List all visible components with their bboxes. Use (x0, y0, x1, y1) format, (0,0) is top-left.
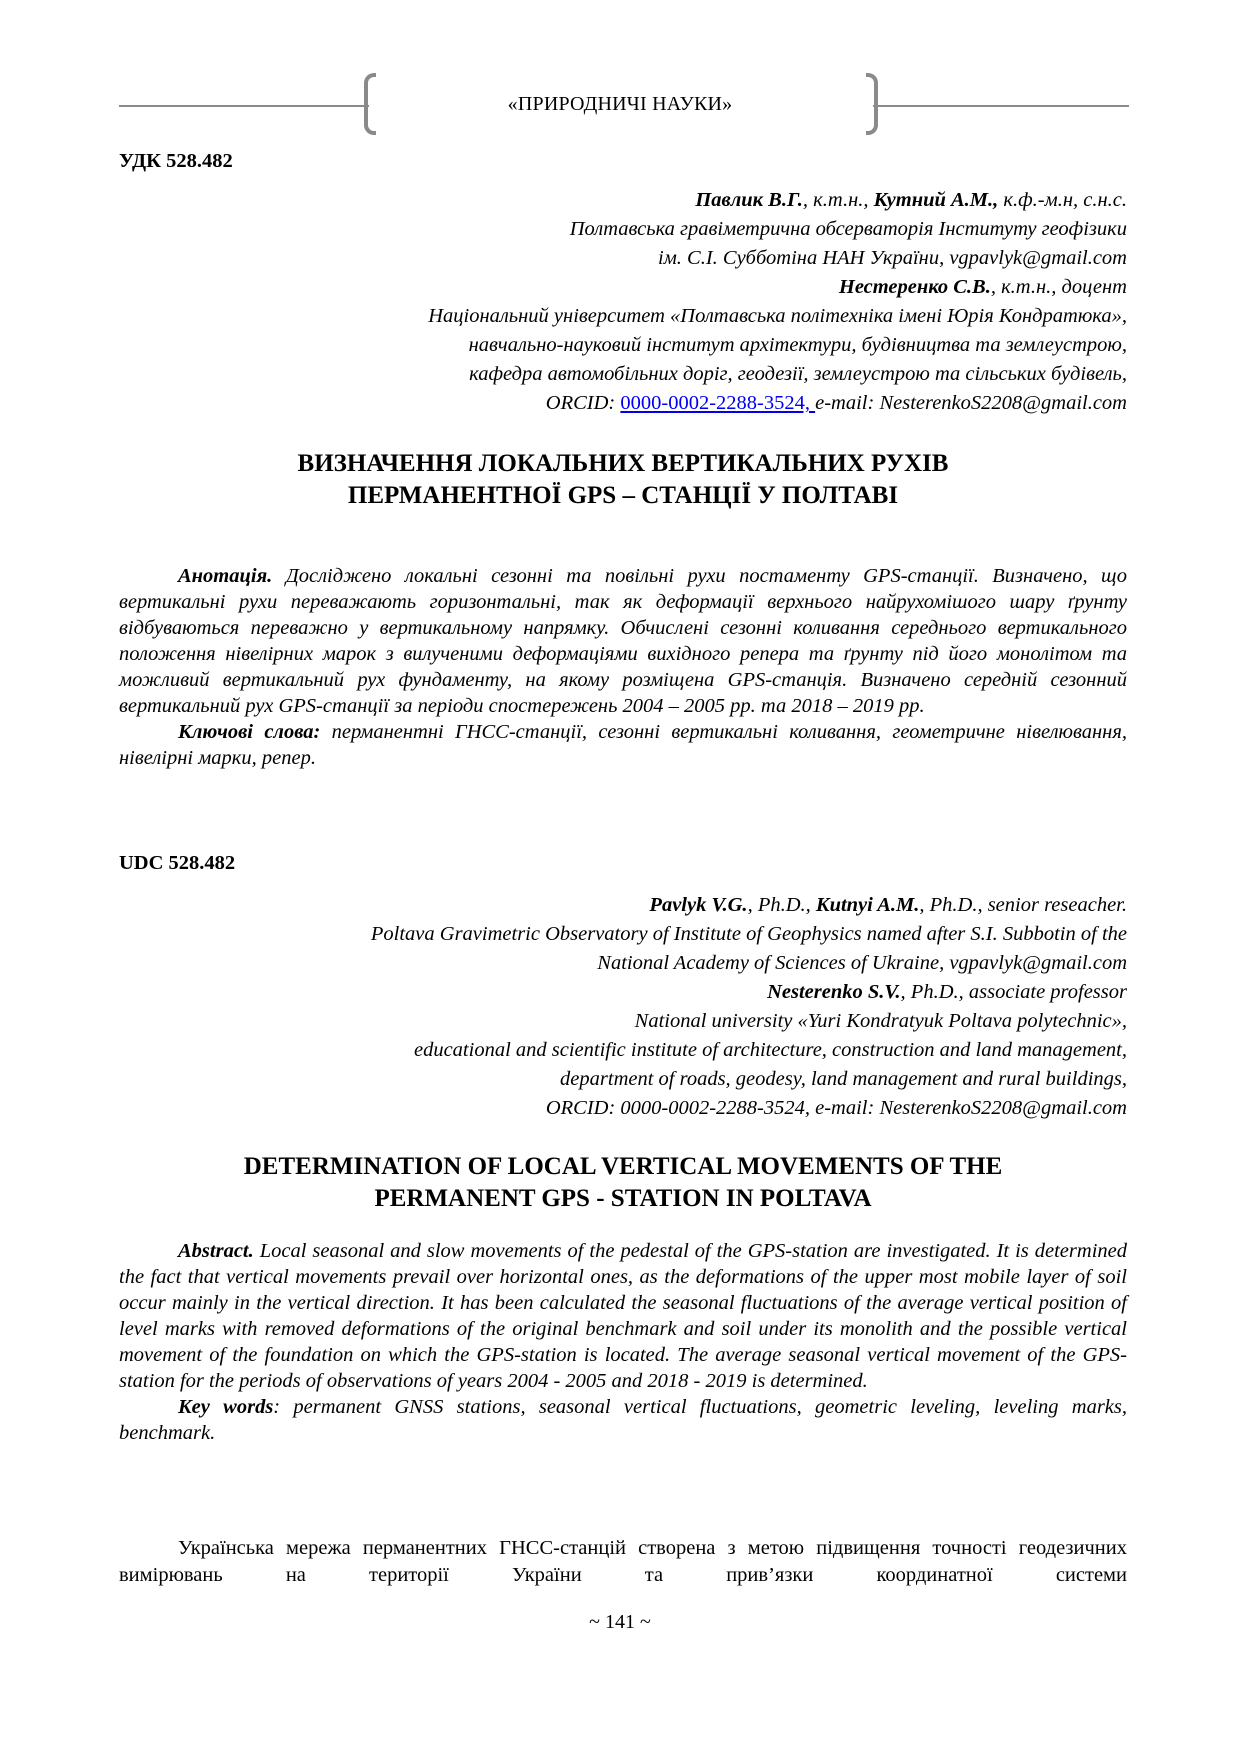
header-rule-right (873, 105, 1129, 107)
author-name-kutnyi: Кутний А.М., (873, 189, 999, 211)
authors-en (119, 891, 1127, 1123)
email-text: e-mail: NesterenkoS2208@gmail.com (815, 392, 1127, 414)
annotation-label: Анотація. (178, 565, 273, 587)
abstract-paragraph (119, 1238, 1127, 1394)
author-name-nesterenko: Nesterenko S.V. (767, 981, 901, 1003)
keywords-paragraph (119, 1394, 1127, 1446)
affiliation-line: навчально-науковий інститут архітектури, будівництва та землеустрою, (468, 334, 1127, 356)
affiliation-line: National Academy of Sciences of Ukraine, vgpavlyk@gmail.com (597, 952, 1127, 974)
page-number: ~ 141 ~ (589, 1611, 651, 1633)
orcid-link[interactable]: 0000-0002-2288-3524, (620, 392, 816, 414)
affiliation-line: Національний університет «Полтавська політехніка імені Юрія Кондратюка», (428, 305, 1127, 327)
author-line-2 (119, 273, 1127, 302)
keywords-text: : permanent GNSS stations, seasonal vertical fluctuations, geometric leveling, leveling marks, benchmark. (119, 1396, 1127, 1444)
annotation-paragraph (119, 563, 1127, 719)
author-degree: к.ф.-м.н, с.н.с. (998, 189, 1127, 211)
author-degree: , Ph.D., (747, 894, 816, 916)
orcid-label: ORCID: (545, 392, 621, 414)
author-name-pavlyk: Павлик В.Г. (695, 189, 803, 211)
contact-line: ORCID: 0000-0002-2288-3524, e-mail: NesterenkoS2208@gmail.com (545, 1097, 1127, 1119)
author-degree: , к.т.н., (802, 189, 874, 211)
authors-uk (119, 186, 1127, 418)
udc-en: UDC 528.482 (119, 852, 236, 874)
author-degree: , Ph.D., associate professor (900, 981, 1127, 1003)
title-line: ПЕРМАНЕНТНОЇ GPS – СТАНЦІЇ У ПОЛТАВІ (347, 482, 899, 509)
abstract-en (119, 1238, 1127, 1446)
body-paragraph: Українська мережа перманентних ГНСС-станцій створена з метою підвищення точності геодезичних вимірювань на території України та прив’язки координатної системи (119, 1537, 1127, 1586)
affiliation-line: кафедра автомобільних доріг, геодезії, землеустрою та сільських будівель, (469, 363, 1127, 385)
annotation-text: Досліджено локальні сезонні та повільні рухи постаменту GPS-станції. Визначено, що вертикальні рухи переважають горизонтальні, так як деформації верхнього найрухомішого шару ґрунту відбуваються переважно у вертикальному напрямку. Обчислені сезонні коливання середнього вертикального положення нівелірних марок з вилученими деформаціями вихідного репера та ґрунту під його монолітом та можливий вертикальний рух фундаменту, на якому розміщена GPS-станція. Визначено середній сезонний вертикальний рух GPS-станції за періоди спостережень 2004 – 2005 рр. та 2018 – 2019 рр. (119, 565, 1127, 717)
author-line-2 (119, 978, 1127, 1007)
header-bracket-left (364, 73, 376, 135)
title-line: PERMANENT GPS - STATION IN POLTAVA (374, 1185, 872, 1212)
annotation-uk (119, 563, 1127, 771)
keywords-label: Key words (178, 1396, 274, 1418)
keywords-label: Ключові слова: (178, 721, 321, 743)
affiliation-line: ім. С.І. Субботіна НАН України, vgpavlyk@gmail.com (658, 247, 1127, 269)
author-degree: , Ph.D., senior reseacher. (919, 894, 1127, 916)
keywords-paragraph (119, 719, 1127, 771)
title-line: ВИЗНАЧЕННЯ ЛОКАЛЬНИХ ВЕРТИКАЛЬНИХ РУХІВ (297, 450, 949, 477)
affiliation-line: department of roads, geodesy, land management and rural buildings, (560, 1068, 1127, 1090)
affiliation-line: National university «Yuri Kondratyuk Poltava polytechnic», (634, 1010, 1127, 1032)
body-text (119, 1535, 1127, 1589)
udc-uk: УДК 528.482 (119, 150, 233, 172)
title-line: DETERMINATION OF LOCAL VERTICAL MOVEMENTS OF THE (243, 1153, 1003, 1180)
affiliation-line: Poltava Gravimetric Observatory of Institute of Geophysics named after S.I. Subbotin of the (370, 923, 1127, 945)
header-bracket-right (866, 73, 878, 135)
contact-line (119, 389, 1127, 418)
author-name-kutnyi: Kutnyi A.M. (815, 894, 920, 916)
affiliation-line: educational and scientific institute of architecture, construction and land management, (413, 1039, 1127, 1061)
author-name-pavlyk: Pavlyk V.G. (649, 894, 748, 916)
running-header-section: «ПРИРОДНИЧІ НАУКИ» (507, 93, 733, 115)
author-line-1 (119, 891, 1127, 920)
abstract-label: Abstract. (178, 1240, 254, 1262)
abstract-text: Local seasonal and slow movements of the pedestal of the GPS-station are investigated. It is determined the fact that vertical movements prevail over horizontal ones, as the deformations of the upper most mobile layer of soil occur mainly in the vertical direction. It has been calculated the seasonal fluctuations of the average vertical position of level marks with removed deformations of the original benchmark and soil under its monolith and the possible vertical movement of the foundation on which the GPS-station is located. The average seasonal vertical movement of the GPS-station for the periods of observations of years 2004 - 2005 and 2018 - 2019 is determined. (119, 1240, 1127, 1392)
keywords-text: перманентні ГНСС-станції, сезонні вертикальні коливання, геометричне нівелювання, нівелірні марки, репер. (119, 721, 1127, 769)
author-degree: , к.т.н., доцент (990, 276, 1127, 298)
author-line-1 (119, 186, 1127, 215)
article-title-en (119, 1151, 1127, 1215)
header-rule-left (119, 105, 369, 107)
affiliation-line: Полтавська гравіметрична обсерваторія Інституту геофізики (569, 218, 1127, 240)
article-title-uk (119, 448, 1127, 512)
author-name-nesterenko: Нестеренко С.В. (838, 276, 991, 298)
